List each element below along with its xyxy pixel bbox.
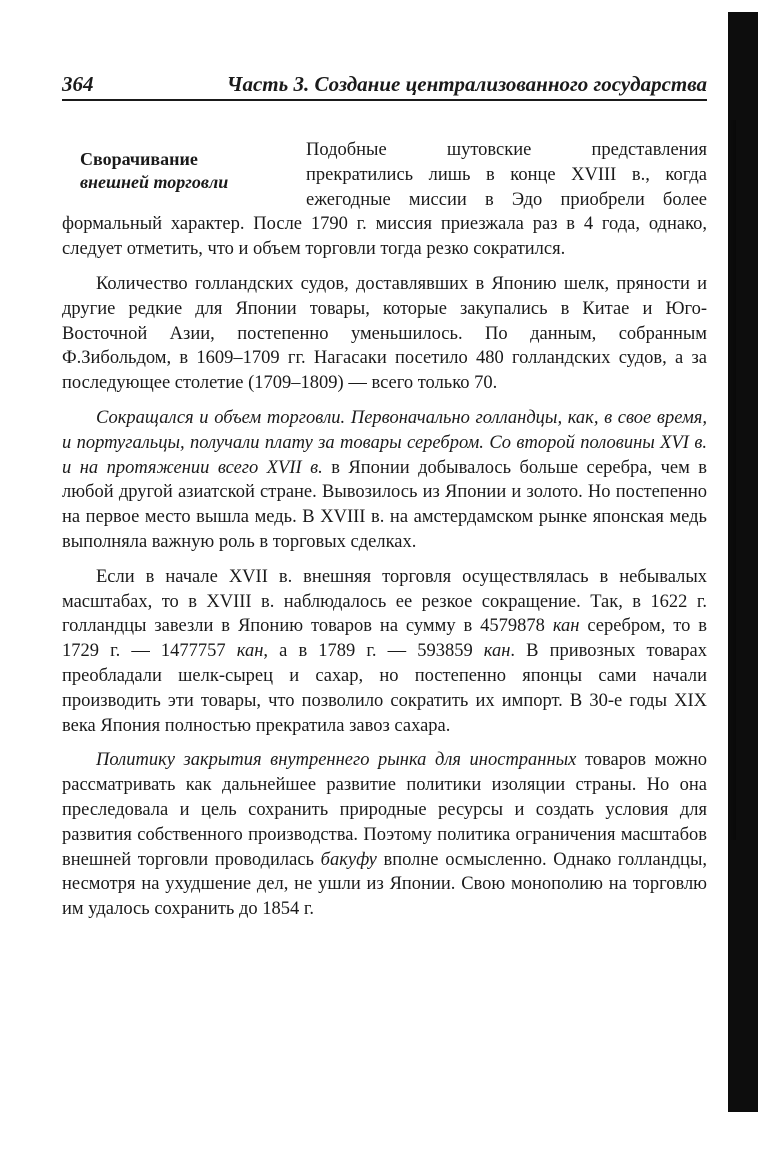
paragraph-2: [62, 272, 707, 396]
kan-term-2: кан: [236, 641, 264, 662]
paragraph-4-seg2: серебром, то в 1729 г. — 1477757: [62, 616, 708, 662]
page-number: 364: [62, 72, 94, 96]
page-edge-gradient: [728, 120, 736, 840]
paragraph-5-italic: Политику закрытия внутреннего рынка для иностранных: [96, 750, 577, 771]
body-text: [62, 138, 707, 932]
section-heading-line1: Сворачивание: [80, 149, 198, 169]
paragraph-5-seg1: товаров можно рассматривать как дальнейшее развитие политики изоляции страны. Но она преследовала и цель сохранить природные ресурсы и создать условия для развития собственного производства. Поэтому политика ограничения масштабов внешней торговли проводилась: [62, 750, 707, 870]
bakufu-term: бакуфу: [320, 849, 377, 870]
kan-term-1: кан: [552, 616, 580, 637]
kan-term-3: кан: [483, 641, 511, 662]
section-heading-line2: внешней торговли: [80, 172, 229, 192]
header-rule: [62, 99, 707, 101]
paragraph-4-seg4: . В привозных товарах преобладали шелк-сырец и сахар, но постепенно японцы сами начали производить эти товары, что позволило сократить их импорт. В 30-е годы XIX века Япония полностью прекратила завоз сахара.: [62, 641, 707, 736]
paragraph-5: [62, 748, 707, 922]
heading-float-spacer: [62, 138, 302, 212]
paragraph-2-text: Количество голландских судов, доставлявших в Японию шелк, пряности и другие редкие для Японии товары, которые закупались в Китае и Юго-Восточной Азии, постепенно уменьшилось. По данным, собранным Ф.Зибольдом, в 1609–1709 гг. Нагасаки посетило 480 голландских судов, а за последующее столетие (1709–1809) — всего только 70.: [62, 273, 707, 394]
running-header: [62, 70, 707, 98]
paragraph-4-seg1: Если в начале XVII в. внешняя торговля осуществлялась в небывалых масштабах, то в XVIII в. наблюдалось ее резкое сокращение. Так, в 1622 г. голландцы завезли в Японию товаров на сумму в 4579878: [62, 566, 707, 637]
paragraph-4-seg3: , а в 1789 г. — 593859: [263, 641, 484, 662]
paragraph-3: [62, 406, 707, 555]
paragraph-1-text: Подобные шутовские представления прекратились лишь в конце XVIII в., когда ежегодные миссии в Эдо приобрели более формальный характер. После 1790 г. миссия приезжала раз в 4 года, однако, следует отметить, что и объем торговли тогда резко сократился.: [62, 140, 707, 260]
paragraph-4: [62, 565, 707, 739]
running-title: Часть 3. Создание централизованного государства: [226, 72, 707, 96]
paragraph-3-text: в Японии добывалось больше серебра, чем в любой другой азиатской стране. Вывозилось из Японии и золото. Но постепенно на первое место вышла медь. В XVIII в. на амстердамском рынке японская медь выполняла важную роль в торговых сделках.: [62, 457, 707, 552]
paragraph-3-italic: Сокращался и объем торговли. Первоначально голландцы, как, в свое время, и португальцы, получали плату за товары серебром. Со второй половины XVI в. и на протяжении всего XVII в.: [62, 407, 707, 478]
paragraph-5-seg2: вполне осмысленно. Однако голландцы, несмотря на ухудшение дел, не ушли из Японии. Свою монополию на торговлю им удалось сохранить до 1854 г.: [62, 849, 708, 920]
